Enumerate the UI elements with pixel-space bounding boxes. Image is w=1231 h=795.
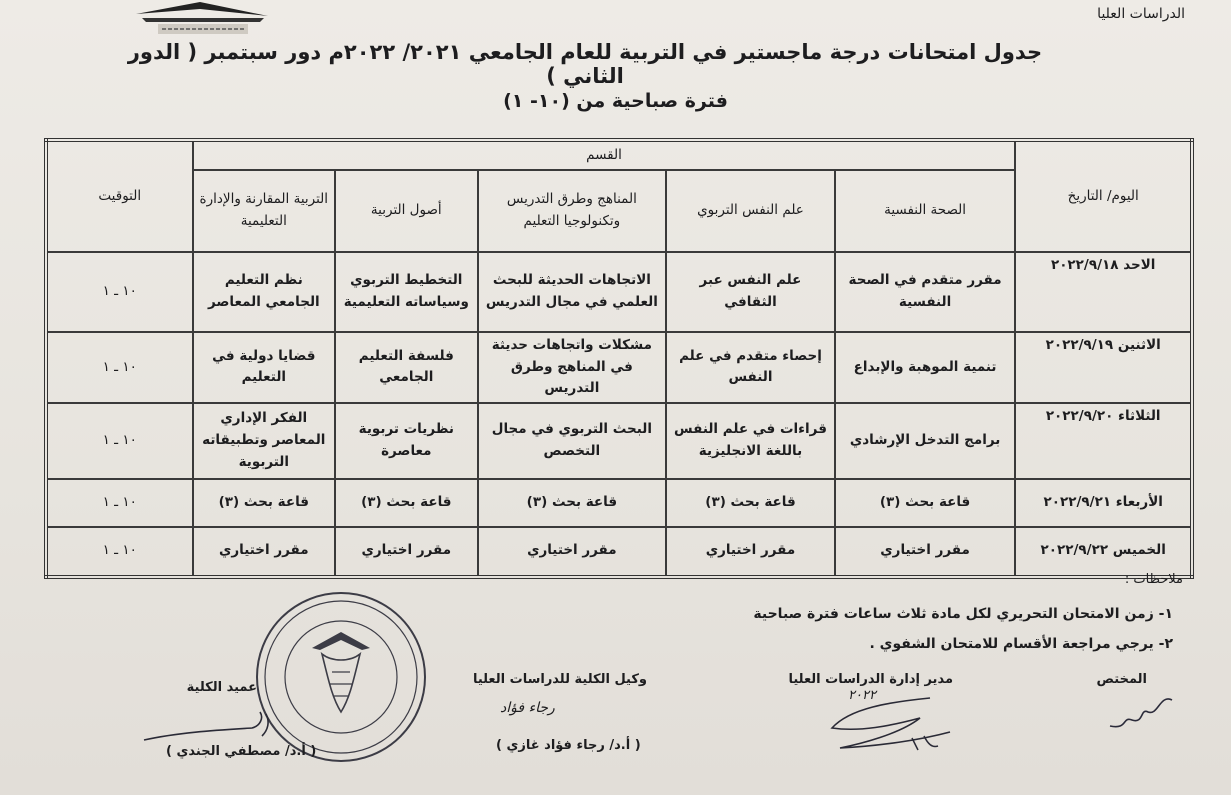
course-cell: برامج التدخل الإرشادي (835, 403, 1016, 479)
table-row (46, 403, 1192, 479)
course-cell: البحث التربوي في مجال التخصص (478, 403, 667, 479)
dept-header: المناهج وطرق التدريس وتكنولوجيا التعليم (478, 170, 667, 252)
course-cell: قاعة بحث (٣) (193, 479, 336, 527)
header-time: التوقيت (46, 140, 193, 252)
course-cell: مقرر متقدم في الصحة النفسية (835, 252, 1016, 332)
day-cell: الخميس ٢٠٢٢/٩/٢٢ (1015, 527, 1192, 577)
course-cell: قضايا دولية في التعليم (193, 332, 336, 403)
course-cell: فلسفة التعليم الجامعي (335, 332, 477, 403)
course-cell: إحصاء متقدم في علم النفس (666, 332, 835, 403)
signature-scribble (820, 688, 970, 756)
course-cell: تنمية الموهبة والإبداع (835, 332, 1016, 403)
course-cell: مشكلات واتجاهات حديثة في المناهج وطرق التدريس (478, 332, 667, 403)
table-row (46, 252, 1192, 332)
exam-schedule-table (44, 138, 1194, 579)
course-cell: مقرر اختياري (835, 527, 1016, 577)
course-cell: نظم التعليم الجامعي المعاصر (193, 252, 336, 332)
header-day-date: اليوم/ التاريخ (1015, 140, 1192, 252)
table-row (46, 527, 1192, 577)
signature-scribble (140, 702, 290, 744)
course-cell: قاعة بحث (٣) (335, 479, 477, 527)
course-cell: علم النفس عبر الثقافي (666, 252, 835, 332)
course-cell: نظريات تربوية معاصرة (335, 403, 477, 479)
dept-header: التربية المقارنة والإدارة التعليمية (193, 170, 336, 252)
signature-title: وكيل الكلية للدراسات العليا (472, 672, 647, 687)
time-cell: ١٠ ـ ١ (46, 403, 193, 479)
period-subtitle: فترة صباحية من (١٠- ١) (503, 90, 728, 112)
table-row (46, 479, 1192, 527)
course-cell: الفكر الإداري المعاصر وتطبيقاته التربوية (193, 403, 336, 479)
course-cell: مقرر اختياري (478, 527, 667, 577)
course-cell: مقرر اختياري (335, 527, 477, 577)
day-cell: الأربعاء ٢٠٢٢/٩/٢١ (1015, 479, 1192, 527)
course-cell: قاعة بحث (٣) (478, 479, 667, 527)
department-header: الدراسات العليا (1097, 6, 1185, 22)
signatory-name: ( أ.د/ مصطفي الجندي ) (166, 744, 317, 759)
day-cell: الاثنين ٢٠٢٢/٩/١٩ (1015, 332, 1192, 403)
signatory-name: ( أ.د/ رجاء فؤاد غازي ) (496, 738, 641, 753)
note-item: ٢- يرجي مراجعة الأقسام للامتحان الشفوي . (869, 636, 1173, 652)
dept-header: علم النفس التربوي (666, 170, 835, 252)
signature-scribble (1100, 690, 1180, 734)
dept-header: أصول التربية (335, 170, 477, 252)
dept-header: الصحة النفسية (835, 170, 1016, 252)
day-cell: الثلاثاء ٢٠٢٢/٩/٢٠ (1015, 403, 1192, 479)
course-cell: قراءات في علم النفس باللغة الانجليزية (666, 403, 835, 479)
course-cell: الاتجاهات الحديثة للبحث العلمي في مجال التدريس (478, 252, 667, 332)
signature-title: عميد الكلية (186, 680, 257, 695)
header-department: القسم (193, 140, 1016, 170)
signature-title: المختص (1096, 672, 1147, 687)
course-cell: قاعة بحث (٣) (666, 479, 835, 527)
course-cell: قاعة بحث (٣) (835, 479, 1016, 527)
time-cell: ١٠ ـ ١ (46, 332, 193, 403)
table-row (46, 332, 1192, 403)
course-cell: التخطيط التربوي وسياساته التعليمية (335, 252, 477, 332)
course-cell: مقرر اختياري (666, 527, 835, 577)
time-cell: ١٠ ـ ١ (46, 527, 193, 577)
course-cell: مقرر اختياري (193, 527, 336, 577)
document-title: جدول امتحانات درجة ماجستير في التربية للعام الجامعي ٢٠٢١/ ٢٠٢٢م دور سبتمبر ( الدور الثاني ) (127, 40, 1043, 88)
notes-title: ملاحظات : (1124, 572, 1183, 587)
university-logo (128, 0, 278, 36)
signature-handwriting: رجاء فؤاد (500, 700, 555, 716)
time-cell: ١٠ ـ ١ (46, 252, 193, 332)
signature-handwriting: ٢٠٢٢ (848, 688, 876, 703)
day-cell: الاحد ٢٠٢٢/٩/١٨ (1015, 252, 1192, 332)
time-cell: ١٠ ـ ١ (46, 479, 193, 527)
signature-title: مدير إدارة الدراسات العليا (788, 672, 953, 687)
note-item: ١- زمن الامتحان التحريري لكل مادة ثلاث ساعات فترة صباحية (753, 606, 1173, 622)
